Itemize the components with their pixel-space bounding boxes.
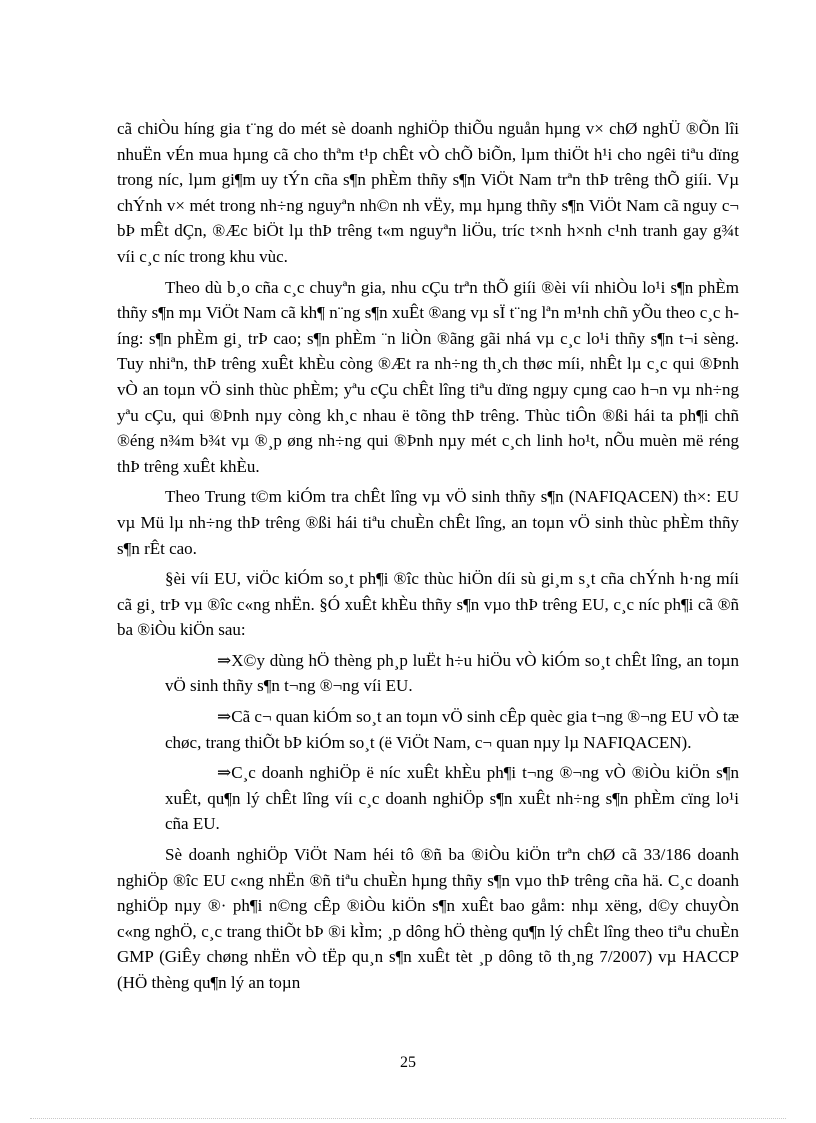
- page-number: 25: [400, 1054, 416, 1071]
- bullet-text: X©y dùng hÖ thèng ph¸p luËt h÷u hiÖu vÒ kiÓm so¸t chÊt lîng, an toµn vÖ sinh thñy s¶n t¬ng ®¬ng víi EU.: [165, 650, 739, 696]
- paragraph-4: §èi víi EU, viÖc kiÓm so¸t ph¶i ®îc thùc hiÖn díi sù gi¸m s¸t cña chÝnh h·ng míi cã gi¸ trÞ vµ ®îc c«ng nhËn. §Ó xuÊt khÈu thñy s¶n vµo thÞ trêng EU, c¸c níc ph¶i cã ®ñ ba ®iÒu kiÖn sau:: [117, 569, 739, 640]
- bullet-text: Cã c¬ quan kiÓm so¸t an toµn vÖ sinh cÊp quèc gia t¬ng ®¬ng EU vÒ tæ chøc, trang thiÕt bÞ kiÓm so¸t (ë ViÖt Nam, c¬ quan nµy lµ NAFIQACEN).: [165, 707, 739, 752]
- arrow-icon: ⇒: [217, 707, 232, 727]
- arrow-bullet-item-1: [117, 648, 739, 699]
- page-bottom-border: [30, 1118, 786, 1119]
- arrow-icon: ⇒: [217, 763, 232, 783]
- paragraph-3: Theo Trung t©m kiÓm tra chÊt lîng vµ vÖ sinh thñy s¶n (NAFIQACEN) th×: EU vµ Mü lµ nh÷ng thÞ trêng ®ßi hái tiªu chuÈn chÊt lîng, an toµn vÖ sinh thùc phÈm thñy s¶n rÊt cao.: [117, 487, 739, 558]
- paragraph-8: Sè doanh nghiÖp ViÖt Nam héi tô ®ñ ba ®iÒu kiÖn trªn chØ cã 33/186 doanh nghiÖp ®îc EU c«ng nhËn ®ñ tiªu chuÈn hµng thñy s¶n vµo thÞ trêng cña hä. C¸c doanh nghiÖp nµy ®· ph¶i n©ng cÊp ®iÒu kiÖn s¶n xuÊt bao gåm: nhµ xëng, d©y chuyÒn c«ng nghÖ, c¸c trang thiÕt bÞ ®i kÌm; ¸p dông hÖ thèng qu¶n lý chÊt lîng theo tiªu chuÈn GMP (GiÊy chøng nhËn vÒ tËp qu¸n s¶n xuÊt tèt ¸p dông tõ th¸ng 7/2007) vµ HACCP (HÖ thèng qu¶n lý an toµn: [117, 845, 739, 992]
- paragraph-1: cã chiÒu híng gia t¨ng do mét sè doanh nghiÖp thiÕu nguån hµng v× chØ nghÜ ®Õn lîi nhuËn vÉn mua hµng cã cho thªm t¹p chÊt vÒ chÕ biÕn, lµm thiÖt h¹i cho ngêi tiªu dïng trong níc, lµm gi¶m uy tÝn cña s¶n phÈm thñy s¶n ViÖt Nam trªn thÞ trêng thÕ giíi. Vµ chÝnh v× mét trong nh÷ng nguyªn nh©n nh vËy, mµ hµng thñy s¶n ViÖt Nam cã nguy c¬ bÞ mÊt dÇn, ®Æc biÖt lµ thÞ trêng t«m nguyªn liÖu, tríc t×nh h×nh c¹nh tranh gay g¾t víi c¸c níc trong khu vùc.: [117, 119, 739, 266]
- arrow-icon: ⇒: [217, 650, 232, 670]
- bullet-text: C¸c doanh nghiÖp ë níc xuÊt khÈu ph¶i t¬ng ®¬ng vÒ ®iÒu kiÖn s¶n xuÊt, qu¶n lý chÊt lîng víi c¸c doanh nghiÖp s¶n xuÊt nh÷ng s¶n phÈm cïng lo¹i cña EU.: [165, 763, 739, 834]
- body-text: [117, 116, 739, 1001]
- paragraph-2: Theo dù b¸o cña c¸c chuyªn gia, nhu cÇu trªn thÕ giíi ®èi víi nhiÒu lo¹i s¶n phÈm thñy s¶n mµ ViÖt Nam cã kh¶ n¨ng s¶n xuÊt ®ang vµ sÏ t¨ng lªn m¹nh chñ yÕu theo c¸c híng: s¶n phÈm gi¸ trÞ cao; s¶n phÈm ¨n liÒn ®ãng gãi nhá vµ c¸c lo¹i thñy s¶n t¬i sèng. Tuy nhiªn, thÞ trêng xuÊt khÈu còng ®Æt ra nh÷ng th¸ch thøc míi, nhÊt lµ c¸c qui ®Þnh vÒ an toµn vÖ sinh thùc phÈm; yªu cÇu chÊt lîng tiªu dïng ngµy cµng cao h¬n vµ nh÷ng yªu cÇu, qui ®Þnh nµy còng kh¸c nhau ë tõng thÞ trêng. Thùc tiÔn ®ßi hái ta ph¶i chñ ®éng n¾m b¾t vµ ®¸p øng nh÷ng qui ®Þnh nµy mét c¸ch linh ho¹t, nÕu muèn më réng thÞ trêng xuÊt khÈu.: [117, 277, 739, 476]
- arrow-bullet-item-2: [117, 704, 739, 755]
- arrow-bullet-item-3: [117, 760, 739, 837]
